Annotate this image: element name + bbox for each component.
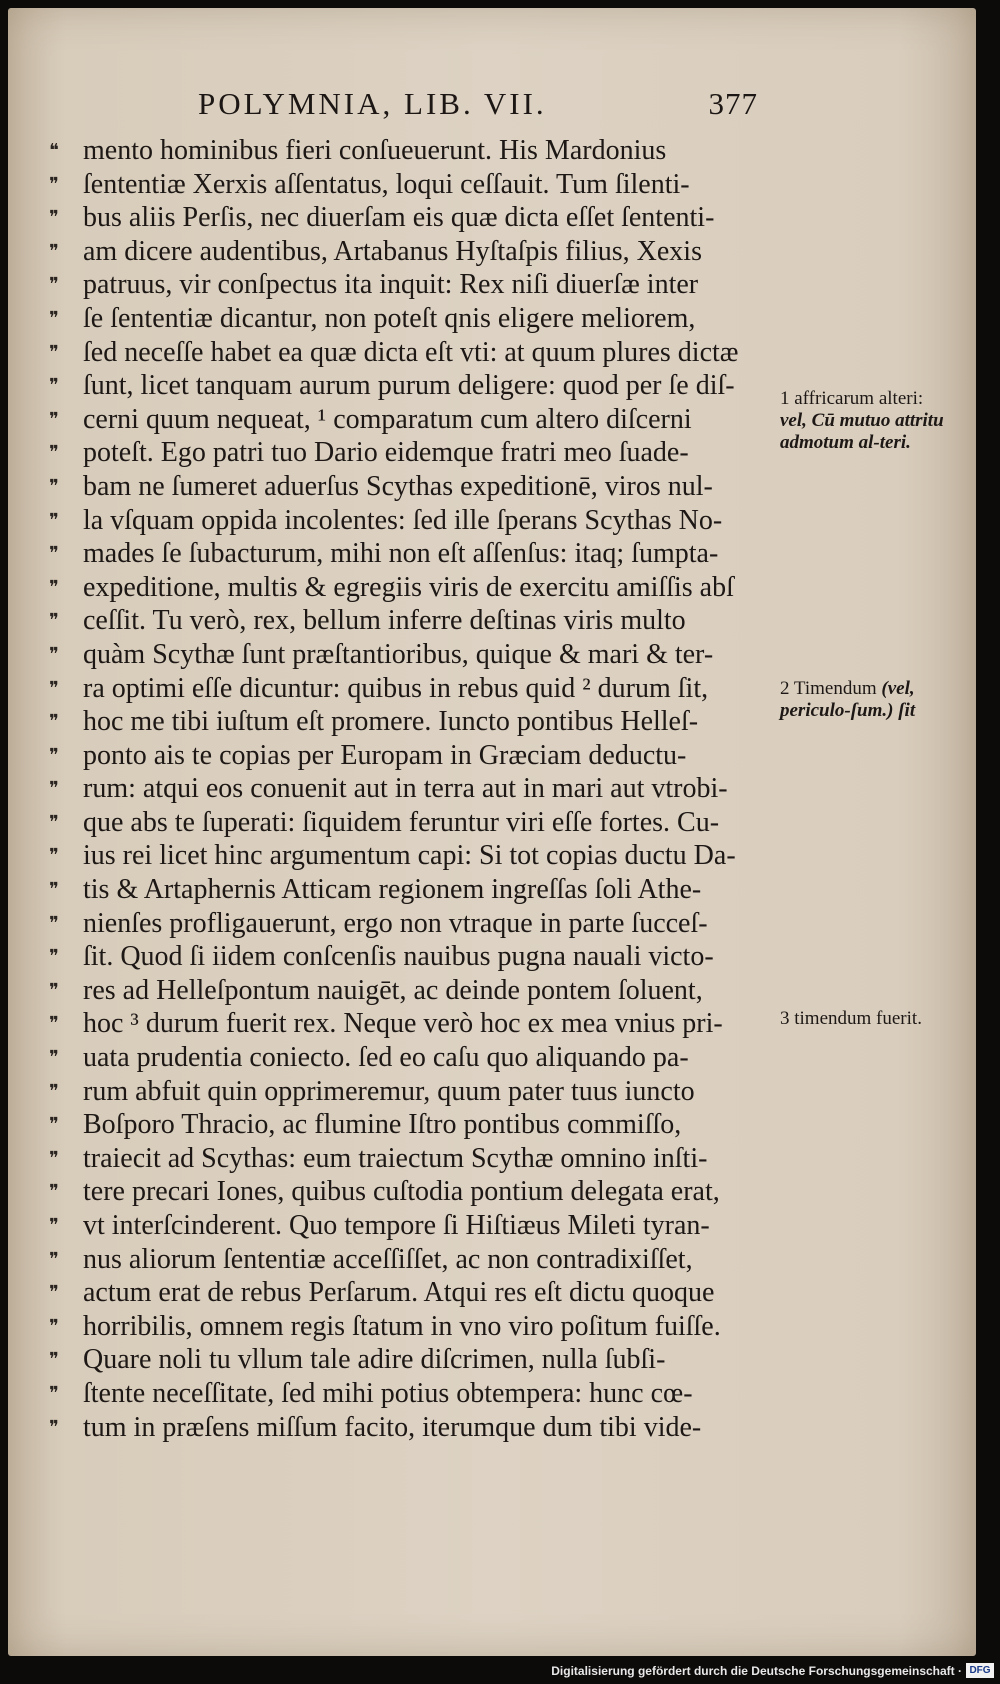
text-line bbox=[49, 604, 793, 638]
text-line bbox=[49, 1007, 793, 1041]
quotation-mark: ❞ bbox=[49, 1349, 59, 1370]
quotation-mark: ❞ bbox=[49, 1315, 59, 1336]
quotation-mark: ❝ bbox=[49, 140, 59, 160]
text-line-content: traiecit ad Scythas: eum traiectum Scythæ omnino inſti- bbox=[83, 1142, 708, 1174]
text-line bbox=[49, 571, 793, 605]
quotation-mark: ❞ bbox=[49, 341, 59, 362]
text-line bbox=[49, 1343, 793, 1377]
quotation-mark: ❞ bbox=[49, 1382, 59, 1403]
text-line bbox=[49, 336, 793, 370]
quotation-mark: ❞ bbox=[49, 1013, 59, 1034]
text-line-content: actum erat de rebus Perſarum. Atqui res eſt dictu quoque bbox=[83, 1277, 715, 1309]
quotation-mark: ❞ bbox=[49, 1181, 59, 1202]
text-line-content: mento hominibus fieri conſueuerunt. His Mardonius bbox=[83, 135, 667, 166]
text-line-content: bam ne ſumeret aduerſus Scythas expeditionē, viros nul- bbox=[83, 470, 713, 502]
text-line bbox=[49, 1310, 793, 1344]
text-line-content: rum: atqui eos conuenit aut in terra aut in mari aut vtrobi- bbox=[83, 773, 728, 805]
text-line-content: Quare noli tu vllum tale adire diſcrimen, nulla ſubſi- bbox=[83, 1344, 666, 1376]
quotation-mark: ❞ bbox=[49, 711, 59, 732]
quotation-mark: ❞ bbox=[49, 946, 59, 967]
running-head bbox=[198, 86, 758, 126]
text-line bbox=[49, 873, 793, 907]
text-line-content: tum in præſens miſſum facito, iterumque dum tibi vide- bbox=[83, 1411, 702, 1443]
quotation-mark: ❞ bbox=[49, 475, 59, 496]
text-line bbox=[49, 1041, 793, 1075]
book-page bbox=[8, 8, 976, 1656]
text-line bbox=[49, 403, 793, 437]
text-line bbox=[49, 504, 793, 538]
note-italic-text: vel, Cū mutuo attritu admotum al-teri. bbox=[780, 410, 944, 453]
text-line bbox=[49, 1276, 793, 1310]
text-line bbox=[49, 201, 793, 235]
note-italic-text: (vel, periculo-ſum.) ſit bbox=[780, 678, 916, 721]
text-line-content: ſententiæ Xerxis aſſentatus, loqui ceſſauit. Tum ſilenti- bbox=[83, 168, 690, 200]
text-line bbox=[49, 268, 793, 302]
quotation-mark: ❞ bbox=[49, 207, 59, 228]
text-line-content: expeditione, multis & egregiis viris de exercitu amiſſis abſ bbox=[83, 571, 734, 603]
text-line-content: ſe ſententiæ dicantur, non poteſt qnis eligere meliorem, bbox=[83, 302, 696, 334]
text-line-content: rum abfuit quin opprimeremur, quum pater tuus iuncto bbox=[83, 1075, 695, 1107]
quotation-mark: ❞ bbox=[49, 979, 59, 1000]
text-line-content: ius rei licet hinc argumentum capi: Si tot copias ductu Da- bbox=[83, 840, 736, 872]
text-line bbox=[49, 839, 793, 873]
note-number: 1 bbox=[780, 388, 790, 409]
quotation-mark: ❞ bbox=[49, 375, 59, 396]
quotation-mark: ❞ bbox=[49, 173, 59, 194]
text-line-content: tere precari Iones, quibus cuſtodia pontium delegata erat, bbox=[83, 1176, 720, 1208]
quotation-mark: ❞ bbox=[49, 912, 59, 933]
note-number: 2 bbox=[780, 678, 790, 699]
quotation-mark: ❞ bbox=[49, 274, 59, 295]
text-line-content: mades ſe ſubacturum, mihi non eſt aſſenſus: itaq; ſumpta- bbox=[83, 538, 719, 570]
quotation-mark: ❞ bbox=[49, 1147, 59, 1168]
text-line bbox=[49, 705, 793, 739]
note-text: affricarum alteri: bbox=[794, 388, 924, 409]
text-line bbox=[49, 302, 793, 336]
marginal-note-1 bbox=[780, 388, 950, 454]
text-line bbox=[49, 1075, 793, 1109]
text-line bbox=[49, 739, 793, 773]
text-line-content: la vſquam oppida incolentes: ſed ille ſperans Scythas No- bbox=[83, 504, 723, 536]
text-line-content: ſed neceſſe habet ea quæ dicta eſt vti: at quum plures dictæ bbox=[83, 336, 739, 368]
text-line bbox=[49, 1209, 793, 1243]
text-line bbox=[49, 772, 793, 806]
text-line-content: ra optimi eſſe dicuntur: quibus in rebus quid ² durum ſit, bbox=[83, 672, 709, 704]
text-line-content: nienſes profligauerunt, ergo non vtraque in parte ſucceſ- bbox=[83, 907, 708, 939]
quotation-mark: ❞ bbox=[49, 677, 59, 698]
marginal-note-3 bbox=[780, 1008, 950, 1030]
text-line-content: cerni quum nequeat, ¹ comparatum cum altero diſcerni bbox=[83, 403, 692, 435]
text-line-content: ceſſit. Tu verò, rex, bellum inferre deſtinas viris multo bbox=[83, 605, 686, 637]
text-line bbox=[49, 672, 793, 706]
quotation-mark: ❞ bbox=[49, 1282, 59, 1303]
text-line-content: hoc me tibi iuſtum eſt promere. Iuncto pontibus Helleſ- bbox=[83, 706, 699, 738]
footer-bar bbox=[0, 1660, 1000, 1684]
quotation-mark: ❞ bbox=[49, 1416, 59, 1437]
text-line bbox=[49, 369, 793, 403]
text-line-content: am dicere audentibus, Artabanus Hyſtaſpis filius, Xexis bbox=[83, 235, 702, 267]
text-line-content: ponto ais te copias per Europam in Græciam deductu- bbox=[83, 739, 687, 771]
text-line bbox=[49, 940, 793, 974]
running-title: POLYMNIA, LIB. VII. bbox=[198, 86, 547, 121]
text-line-content: tis & Artaphernis Atticam regionem ingreſſas ſoli Athe- bbox=[83, 874, 702, 906]
quotation-mark: ❞ bbox=[49, 778, 59, 799]
quotation-mark: ❞ bbox=[49, 1215, 59, 1235]
text-line-content: que abs te ſuperati: ſiquidem feruntur viri eſſe fortes. Cu- bbox=[83, 806, 720, 838]
text-line bbox=[49, 1243, 793, 1277]
text-line-content: patruus, vir conſpectus ita inquit: Rex niſi diuerſæ inter bbox=[83, 269, 699, 301]
text-line bbox=[49, 907, 793, 941]
quotation-mark: ❞ bbox=[49, 307, 59, 328]
quotation-mark: ❞ bbox=[49, 576, 59, 597]
text-line bbox=[49, 1108, 793, 1142]
quotation-mark: ❞ bbox=[49, 1248, 59, 1269]
quotation-mark: ❞ bbox=[49, 509, 59, 530]
quotation-mark: ❞ bbox=[49, 408, 59, 429]
text-line-content: nus aliorum ſententiæ acceſſiſſet, ac non contradixiſſet, bbox=[83, 1243, 693, 1275]
text-line bbox=[49, 168, 793, 202]
text-line-content: poteſt. Ego patri tuo Dario eidemque fratri meo ſuade- bbox=[83, 437, 689, 469]
text-line-content: Boſporo Thracio, ac flumine Iſtro pontibus commiſſo, bbox=[83, 1109, 682, 1141]
text-line-content: quàm Scythæ ſunt præſtantioribus, quique & mari & ter- bbox=[83, 638, 714, 670]
quotation-mark: ❞ bbox=[49, 744, 59, 765]
page-number: 377 bbox=[708, 86, 758, 121]
text-line bbox=[49, 1142, 793, 1176]
text-line-content: ſunt, licet tanquam aurum purum deligere: quod per ſe diſ- bbox=[83, 370, 735, 402]
quotation-mark: ❞ bbox=[49, 442, 59, 463]
note-text: Timendum bbox=[793, 678, 877, 699]
note-number: 3 bbox=[780, 1008, 790, 1029]
quotation-mark: ❞ bbox=[49, 543, 59, 564]
quotation-mark: ❞ bbox=[49, 1114, 59, 1135]
text-line-content: bus aliis Perſis, nec diuerſam eis quæ dicta eſſet ſententi- bbox=[83, 202, 715, 234]
text-line-content: hoc ³ durum fuerit rex. Neque verò hoc ex mea vnius pri- bbox=[83, 1008, 723, 1040]
text-line-content: uata prudentia coniecto. ſed eo caſu quo aliquando pa- bbox=[83, 1042, 689, 1074]
text-line-content: vt interſcinderent. Quo tempore ſi Hiſtiæus Mileti tyran- bbox=[83, 1210, 710, 1241]
quotation-mark: ❞ bbox=[49, 1047, 59, 1068]
text-line-content: horribilis, omnem regis ſtatum in vno viro poſitum fuiſſe. bbox=[83, 1310, 721, 1342]
text-line bbox=[49, 1411, 793, 1445]
text-line bbox=[49, 974, 793, 1008]
text-line bbox=[49, 235, 793, 269]
quotation-mark: ❞ bbox=[49, 1080, 59, 1101]
dfg-logo: DFG bbox=[966, 1663, 994, 1678]
text-line bbox=[49, 436, 793, 470]
text-line bbox=[49, 806, 793, 840]
text-line bbox=[49, 537, 793, 571]
note-text: timendum fuerit. bbox=[794, 1008, 922, 1029]
quotation-mark: ❞ bbox=[49, 643, 59, 664]
text-line bbox=[49, 1377, 793, 1411]
text-line-content: res ad Helleſpontum nauigēt, ac deinde pontem ſoluent, bbox=[83, 974, 703, 1006]
text-line bbox=[49, 470, 793, 504]
quotation-mark: ❞ bbox=[49, 240, 59, 261]
digitization-credit: Digitalisierung gefördert durch die Deutsche Forschungsgemeinschaft · bbox=[551, 1664, 962, 1678]
text-line bbox=[49, 638, 793, 672]
quotation-mark: ❞ bbox=[49, 811, 59, 832]
quotation-mark: ❞ bbox=[49, 845, 59, 866]
text-line bbox=[49, 1175, 793, 1209]
main-text-block bbox=[49, 134, 793, 1444]
text-line-content: ſtente neceſſitate, ſed mihi potius obtempera: hunc cœ- bbox=[83, 1377, 693, 1409]
quotation-mark: ❞ bbox=[49, 879, 59, 900]
text-line bbox=[49, 134, 793, 168]
marginal-note-2 bbox=[780, 678, 950, 722]
quotation-mark: ❞ bbox=[49, 610, 59, 631]
text-line-content: ſit. Quod ſi iidem conſcenſis nauibus pugna nauali victo- bbox=[83, 941, 714, 973]
